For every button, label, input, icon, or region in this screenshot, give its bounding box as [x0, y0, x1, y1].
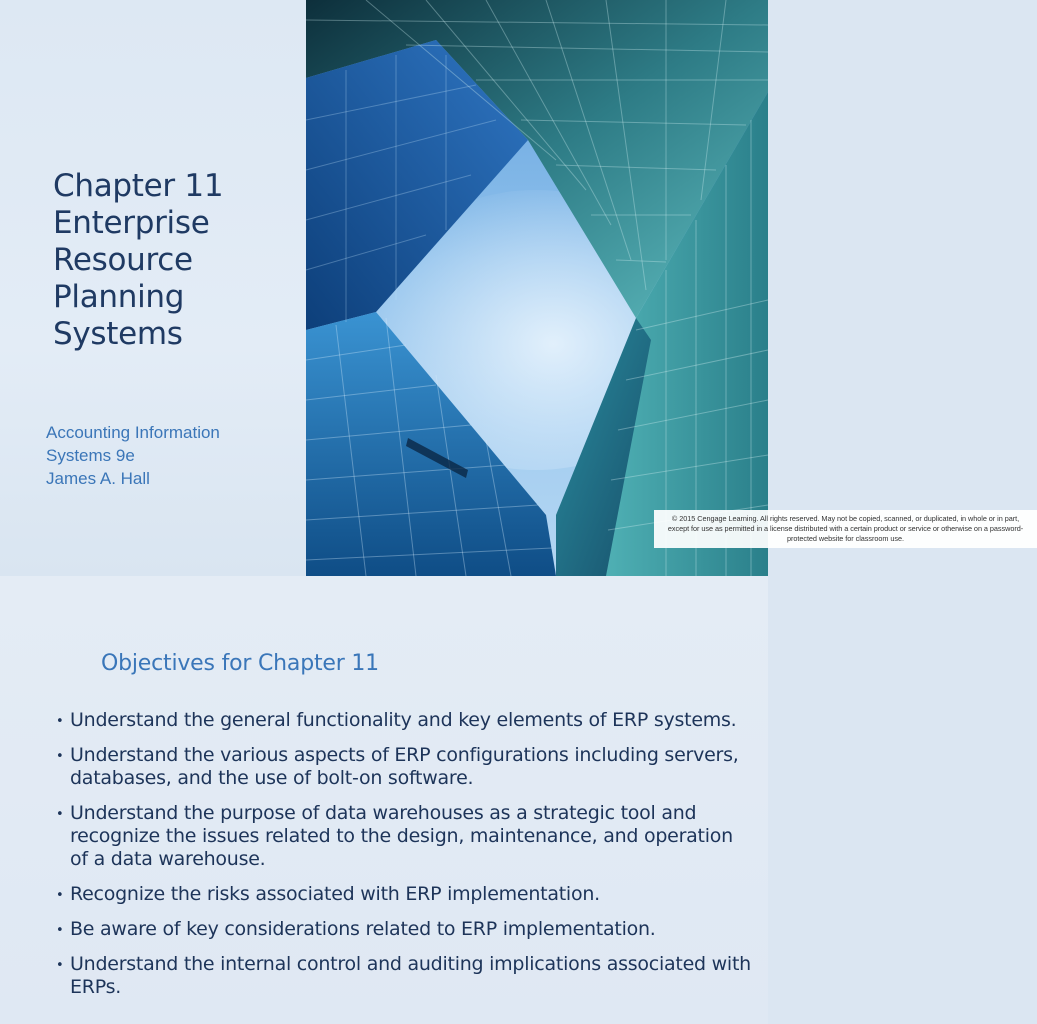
title-line: Planning	[53, 279, 185, 315]
slide-subtitle	[46, 421, 296, 490]
bullet-text: Understand the internal control and auditing implications associated with ERPs.	[70, 953, 751, 998]
bullet-icon: •	[56, 958, 64, 973]
bullet-text: Recognize the risks associated with ERP implementation.	[70, 883, 600, 905]
list-item	[56, 709, 756, 732]
bullet-text: Understand the general functionality and key elements of ERP systems.	[70, 709, 737, 731]
subtitle-line: Systems 9e	[46, 446, 135, 465]
bullet-icon: •	[56, 749, 64, 764]
bullet-text: Understand the purpose of data warehouses as a strategic tool and recognize the issues related to the design, maintenance, and operation of a data warehouse.	[70, 802, 733, 870]
title-line: Chapter 11	[53, 168, 224, 204]
bullet-icon: •	[56, 923, 64, 938]
objectives-slide	[0, 576, 768, 1024]
building-skyscraper-photo	[306, 0, 1024, 576]
bullet-icon: •	[56, 888, 64, 903]
copyright-notice: © 2015 Cengage Learning. All rights reserved. May not be copied, scanned, or duplicated, in whole or in part, except for use as permitted in a license distributed with a certain product or service or otherwise on a password-protected website for classroom use.	[654, 510, 1037, 548]
bullet-text: Understand the various aspects of ERP configurations including servers, databases, and the use of bolt-on software.	[70, 744, 739, 789]
list-item	[56, 744, 756, 790]
subtitle-line: James A. Hall	[46, 469, 150, 488]
bullet-icon: •	[56, 807, 64, 822]
objectives-list	[56, 709, 756, 1011]
slide-title	[53, 168, 303, 353]
bullet-text: Be aware of key considerations related to ERP implementation.	[70, 918, 656, 940]
list-item	[56, 883, 756, 906]
list-item	[56, 918, 756, 941]
subtitle-line: Accounting Information	[46, 423, 220, 442]
slide-heading: Objectives for Chapter 11	[101, 651, 379, 676]
title-line: Systems	[53, 316, 183, 352]
title-line: Resource	[53, 242, 193, 278]
bullet-icon: •	[56, 714, 64, 729]
title-panel	[0, 0, 306, 576]
list-item	[56, 953, 756, 999]
list-item	[56, 802, 756, 871]
title-line: Enterprise	[53, 205, 210, 241]
